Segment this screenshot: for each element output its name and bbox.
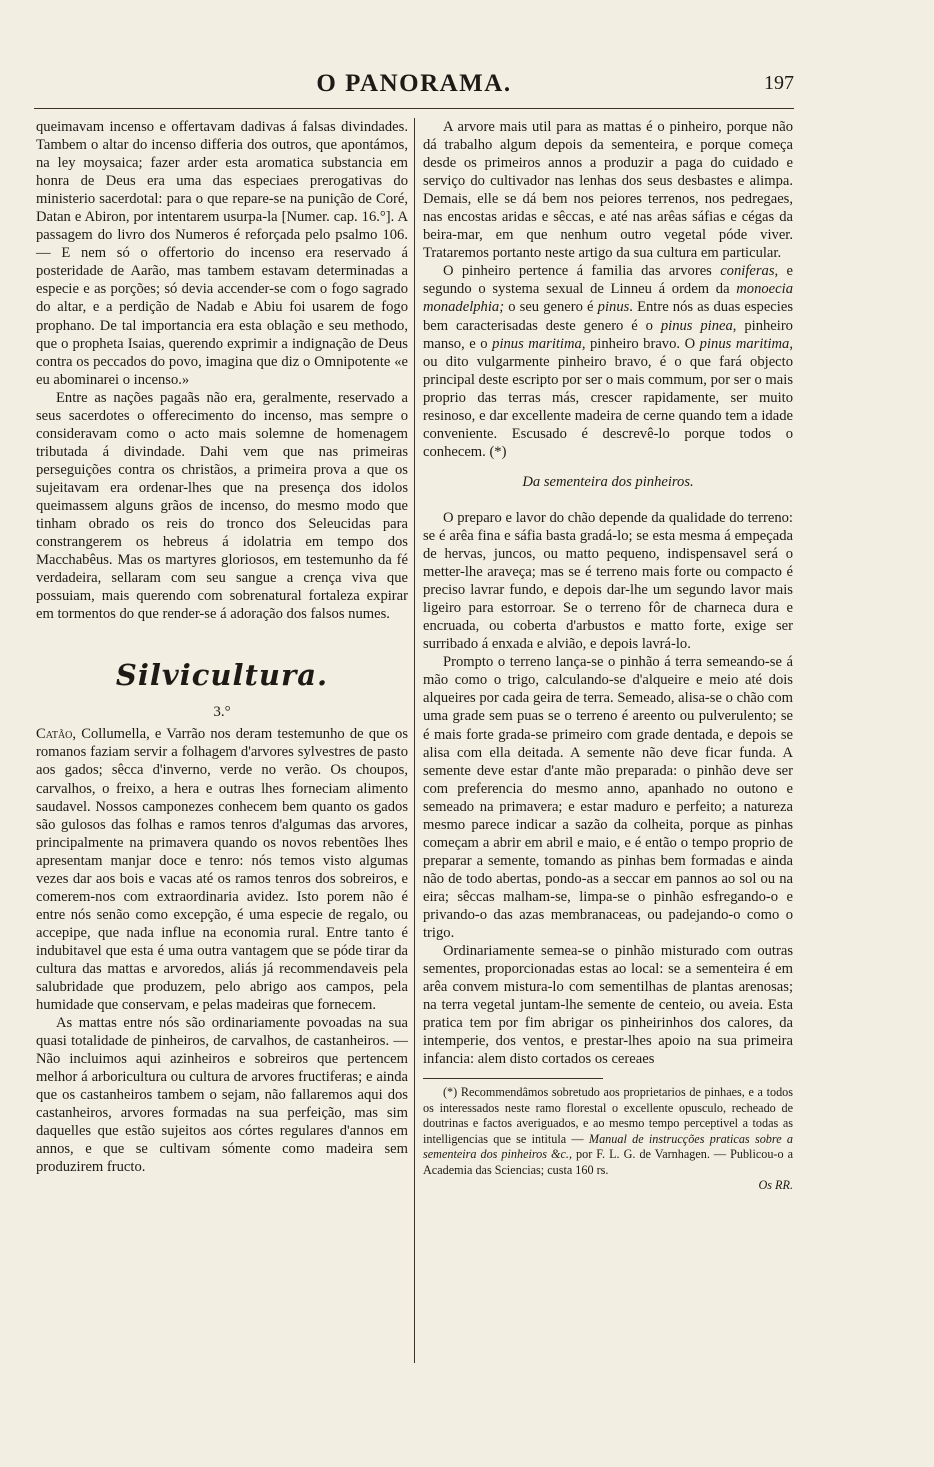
paragraph: Catão, Collumella, e Varrão nos deram testemunho de que os romanos faziam servir a folhagem d'arvores sylvestres de pasto aos gados; sêcca d'inverno, verde no verão. Os choupos, carvalhos, o freixo, a hera e outras lhes forneciam alimento saudavel. Nossos camponezes conhecem bem quanto os gados são gulosos das folhas e ramos tenros d'algumas das arvores, principalmente na primavera quando os novos rebentões lhes apresentam manjar doce e tenro: nós temos visto algumas vezes dar aos bois e vacas até os ramos tenros dos sobreiros, e comerem-nos com extraordinaria avidez. Isto porem não é entre nós senão como excepção, é uma especie de regalo, ou accepipe, que nada influe na economia rural. Entre tanto é indubitavel que esta é uma outra vantagem que se póde tirar da cultura das mattas e arvoredos, aliás já recommendaveis pela salubridade que produzem, pelo abrigo aos campos, pela humidade que conservam, e pelas madeiras que fornecem. xyxy=(36,726,408,1014)
section-number: 3.° xyxy=(213,704,231,721)
paragraph: A arvore mais util para as mattas é o pinheiro, porque não dá trabalho algum depois da sementeira, e porque começa desde os primeiros annos a produzir a paga do cuidado e serviço do cultivador nas lenhas dos seus desbastes e alimpa. Demais, elle se dá bem nos peiores terrenos, nos pedregaes, nas encostas aridas e sêccas, e até nas arêas sáfias e cégas da beira-mar, em que nenhum outro vegetal póde viver. Trataremos portanto neste artigo da sua cultura em particular. xyxy=(423,119,793,262)
left-column xyxy=(36,118,408,1177)
footnote-signature: Os RR. xyxy=(758,1178,793,1193)
subsection-title: Da sementeira dos pinheiros. xyxy=(522,473,694,490)
publication-title: O PANORAMA. xyxy=(316,70,512,97)
column-divider xyxy=(414,118,415,1363)
section-title: Silvicultura. xyxy=(115,658,329,693)
paragraph: Ordinariamente semea-se o pinhão misturado com outras sementes, proporcionadas estas ao local: se a sementeira é em arêa convem mistura-lo com sementilhas de plantas arenosas; na terra vegetal juntam-lhe semente de centeio, ou aveia. Esta pratica tem por fim abrigar os pinheirinhos dos calores, da intemperie, dos ventos, e prestar-lhes apoio na sua primeira infancia: alem disto cortados os cereaes xyxy=(423,943,793,1068)
paragraph: Entre as nações pagaãs não era, geralmente, reservado a seus sacerdotes o offerecimento do incenso, mas sempre o consideravam como o acto mais solemne de homenagem tributada á divindade. Dahi vem que nas primeiras perseguições contra os christãos, a primeira prova a que os sujeitavam era ordenar-lhes que na presença dos idolos queimassem alguns grãos de incenso, do mesmo modo que tinham obrado os reis do tronco dos Seleucidas para constrangerem os hebreus á idolatria em tempo dos Macchabêus. Mas os martyres gloriosos, em testemunho da fé verdadeira, sellaram com seu sangue a crença viva que possuiam, mais querendo com sobrenatural fortaleza expirar em tormentos do que render-se á adoração dos falsos numes. xyxy=(36,389,408,623)
paragraph-lead: Catão xyxy=(36,726,73,743)
paragraph: O pinheiro pertence á familia das arvores coniferas, e segundo o systema sexual de Linneu á ordem da monoecia monadelphia; o seu genero é pinus. Entre nós as duas especies bem caracterisadas deste genero é o pinus pinea, pinheiro manso, e o pinus maritima, pinheiro bravo. O pinus maritima, ou dito vulgarmente pinheiro bravo, é o que fará objecto principal deste escripto por ser o mais commum, por ser o mais proprio das terras más, crescer rapidamente, ser muito resinoso, e dar excellente madeira de cerne quando tem a idade conveniente. Escusado é descrevê-lo porque todos o conhecem. (*) xyxy=(423,263,794,460)
paragraph: O preparo e lavor do chão depende da qualidade do terreno: se é arêa fina e sáfia basta gradá-lo; se esta mesma á empeçada de hervas, juncos, ou matto pequeno, indispensavel será o metter-lhe araveça; mas se é terreno mais forte ou compacto é preciso lavrar fundo, e depois dar-lhe um segundo lavor mais ligeiro para estorroar. Se o terreno fôr de charneca dura e encruada, ou coberta d'arbustos e matto forte, exige ser surribado á enxada e alvião, e depois lavrá-lo. xyxy=(423,509,793,653)
paragraph: Prompto o terreno lança-se o pinhão á terra semeando-se á mão como o trigo, calculando-se d'alqueire e meio até dois alqueires por cada geira de terra. Semeado, alisa-se o chão com uma grade sem puas se o terreno é areento ou pulverulento; se é mais forte grada-se primeiro com grade dentada, e depois se alisa com ella deitada. A semente não deve ficar funda. A semente deve estar d'ante mão preparada: o pinhão deve ser com preferencia do mesmo anno, apanhado no outono e semeado na primavera; e estar maduro e perfeito; a natureza mesmo parece indicar a sazão da colheita, porque as pinhas começam a abrir em abril e maio, e é então o tempo proprio de preparar a semente, tomando as pinhas bem formadas e ainda não de todo abertas, pondo-as a seccar em pannos ao sol ou na eira; sêccas malham-se, limpa-se o pinhão esfregando-o e privando-o das azas membranaceas, ou padejando-o como o trigo. xyxy=(423,654,793,942)
paragraph: queimavam incenso e offertavam dadivas á falsas divindades. Tambem o altar do incenso differia dos outros, que apontámos, na ley moysaica; fazer arder esta aromatica substancia em honra de Deus era uma das especiaes prerogativas do ministerio sacerdotal: para o que repare-se na punição de Coré, Datan e Abiron, por intentarem usurpa-la [Numer. cap. 16.°]. A passagem do livro dos Numeros é reforçada pelo psalmo 106. — E nem só o offertorio do incenso era reservado á posteridade de Aarão, mas tambem estavam determinadas a especie e as porções; só devia accender-se com o fogo sagrado do altar, e a perdição de Nadab e Abiu foi usarem de fogo prophano. De tal importancia era esta oblação e seu methodo, que o propheta Isaias, querendo exprimir a indignação de Deus contra os peccados do povo, imagina que diz o Omnipotente «e eu abominarei o incenso.» xyxy=(36,119,408,388)
footnote-rule xyxy=(423,1078,603,1079)
right-column xyxy=(423,118,793,1194)
header-rule xyxy=(34,108,794,109)
page-header xyxy=(34,66,794,106)
footnote: (*) Recommendâmos sobretudo aos proprietarios de pinhaes, e a todos os interessados neste ramo florestal o excellente opusculo, recheado de doutrinas e factos averiguados, e ao mesmo tempo perceptivel a todas as intelligencias que se intitula — Manual de instrucções praticas sobre a sementeira dos pinheiros &c., por F. L. G. de Varnhagen. — Publicou-o a Academia das Sciencias; custa 160 rs. xyxy=(423,1085,793,1177)
paragraph: As mattas entre nós são ordinariamente povoadas na sua quasi totalidade de pinheiros, de carvalhos, de castanheiros. — Não incluimos aqui azinheiros e sobreiros que pertencem melhor á arboricultura ou cultura de arvores fructiferas; e ainda que os castanheiros tambem o sejam, não fallaremos aqui dos castanheiros, arvores formadas na sua perfeição, mas sim daquelles que estão sujeitos aos córtes regulares d'annos em annos, e que se cultivam sómente como madeira sem produzirem fructo. xyxy=(36,1015,408,1176)
page-number: 197 xyxy=(764,72,794,94)
